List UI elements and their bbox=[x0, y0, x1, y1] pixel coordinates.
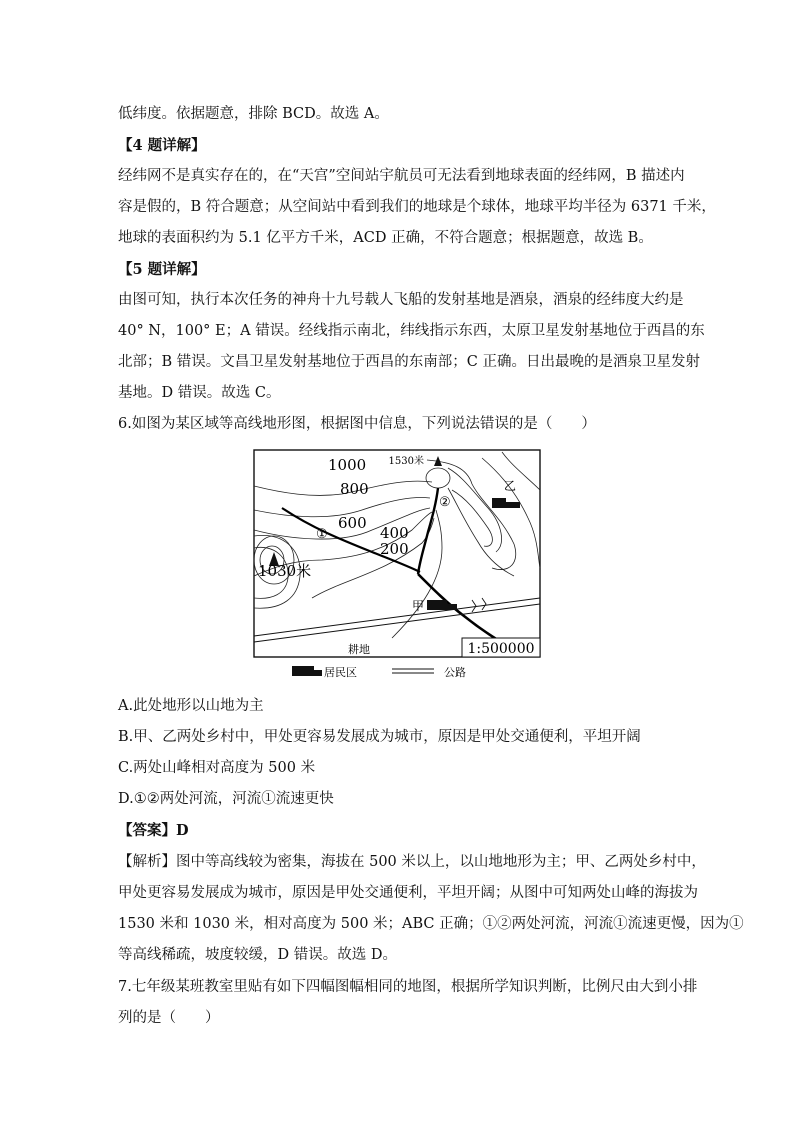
text-line: 北部；B 错误。文昌卫星发射基地位于西昌的东南部；C 正确。日出最晚的是酒泉卫星发射 bbox=[118, 354, 700, 370]
contour-label-1000: 1000 bbox=[328, 456, 367, 474]
contour-label-800: 800 bbox=[340, 480, 369, 498]
legend-road-label: 公路 bbox=[444, 666, 466, 679]
text-line: 地球的表面积约为 5.1 亿平方千米，ACD 正确，不符合题意；根据题意，故选 B。 bbox=[118, 230, 653, 246]
peak-west-label: 1030米 bbox=[258, 562, 312, 580]
answer: 【答案】D bbox=[118, 822, 189, 839]
village-yi-label: 乙 bbox=[504, 479, 517, 493]
farmland-label: 耕地 bbox=[348, 643, 370, 656]
text-line: 容是假的，B 符合题意；从空间站中看到我们的地球是个球体，地球平均半径为 6371 千米， bbox=[118, 199, 716, 215]
question-7: 7.七年级某班教室里贴有如下四幅图幅相同的地图，根据所学知识判断，比例尺由大到小排 bbox=[118, 979, 698, 995]
option-b: B.甲、乙两处乡村中，甲处更容易发展成为城市，原因是甲处交通便利，平坦开阔 bbox=[118, 729, 641, 745]
text-line: 低纬度。依据题意，排除 BCD。故选 A。 bbox=[118, 106, 389, 122]
river-1-label: ① bbox=[316, 527, 328, 542]
question-7-cont: 列的是（ ） bbox=[118, 1010, 220, 1026]
section-heading-q5: 【5 题详解】 bbox=[118, 261, 206, 278]
legend-residential-label: 居民区 bbox=[324, 666, 357, 679]
option-a: A.此处地形以山地为主 bbox=[118, 698, 264, 714]
river-2-label: ② bbox=[439, 495, 451, 510]
peak-east-label: 1530米 bbox=[388, 456, 424, 467]
contour-label-400: 400 bbox=[380, 524, 409, 542]
contour-label-200: 200 bbox=[380, 540, 409, 558]
scale-label: 1:500000 bbox=[467, 641, 535, 657]
text-line: 40° N，100° E；A 错误。经线指示南北，纬线指示东西，太原卫星发射基地位于西昌的东 bbox=[118, 323, 705, 339]
village-jia-label: 甲 bbox=[412, 599, 425, 613]
text-line: 基地。D 错误。故选 C。 bbox=[118, 385, 281, 401]
legend-residential-icon bbox=[292, 666, 314, 676]
section-heading-q4: 【4 题详解】 bbox=[118, 137, 206, 154]
contour-map-figure bbox=[252, 448, 542, 688]
village-jia-icon bbox=[427, 600, 447, 610]
option-d: D.①②两处河流，河流①流速更快 bbox=[118, 791, 334, 807]
village-yi-icon bbox=[492, 498, 506, 508]
option-c: C.两处山峰相对高度为 500 米 bbox=[118, 760, 316, 776]
text-line: 由图可知，执行本次任务的神舟十九号载人飞船的发射基地是酒泉，酒泉的经纬度大约是 bbox=[118, 292, 684, 308]
contour-label-600: 600 bbox=[338, 514, 367, 532]
analysis-line: 甲处更容易发展成为城市，原因是甲处交通便利，平坦开阔；从图中可知两处山峰的海拔为 bbox=[118, 885, 698, 901]
analysis-line: 1530 米和 1030 米，相对高度为 500 米；ABC 正确；①②两处河流，河流①流速更慢，因为① bbox=[118, 916, 744, 932]
question-6: 6.如图为某区域等高线地形图，根据图中信息，下列说法错误的是（ ） bbox=[118, 416, 596, 432]
analysis-line: 等高线稀疏，坡度较缓，D 错误。故选 D。 bbox=[118, 947, 397, 963]
text-line: 经纬网不是真实存在的，在“天宫”空间站宇航员可无法看到地球表面的经纬网，B 描述内 bbox=[118, 168, 685, 184]
analysis-line: 【解析】图中等高线较为密集，海拔在 500 米以上，以山地地形为主；甲、乙两处乡村中， bbox=[118, 854, 706, 870]
